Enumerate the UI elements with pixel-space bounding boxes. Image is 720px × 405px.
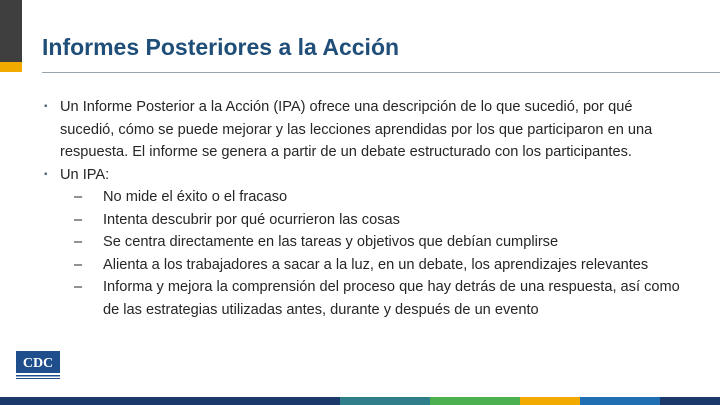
- sub-bullet-text: Alienta a los trabajadores a sacar a la luz, en un debate, los aprendizajes relevantes: [103, 256, 649, 273]
- sub-bullet-text: Informa y mejora la comprensión del proceso que hay detrás de una respuesta, así como de las estrategias utilizadas antes, durante y después de un evento: [103, 279, 680, 318]
- sub-bullet-item: [44, 209, 684, 232]
- title-divider: [42, 72, 720, 73]
- bullet-item: [44, 96, 684, 164]
- sub-bullet-text: Intenta descubrir por qué ocurrieron las cosas: [103, 211, 400, 228]
- dash-bullet-icon: –: [74, 256, 83, 273]
- slide-title: Informes Posteriores a la Acción: [42, 34, 400, 60]
- bullet-text: Un IPA:: [60, 166, 110, 183]
- dash-bullet-icon: –: [74, 279, 83, 295]
- dash-bullet-icon: –: [74, 234, 83, 250]
- square-bullet-icon: ▪: [44, 168, 48, 180]
- square-bullet-icon: ▪: [44, 101, 48, 112]
- strip-segment: [200, 397, 340, 405]
- logo-text: CDC: [22, 356, 54, 371]
- bullet-item: [44, 164, 684, 187]
- bottom-color-strip: [0, 397, 720, 405]
- corner-bar: [0, 0, 22, 62]
- sub-bullet-item: [44, 254, 684, 277]
- sub-bullet-item: [44, 276, 684, 321]
- corner-accent: [0, 62, 22, 72]
- dash-bullet-icon: –: [74, 189, 83, 205]
- strip-segment: [0, 397, 200, 405]
- slide-body: [44, 96, 684, 321]
- dash-bullet-icon: –: [74, 211, 83, 228]
- strip-segment: [580, 397, 660, 405]
- sub-bullet-text: Se centra directamente en las tareas y objetivos que debían cumplirse: [103, 234, 559, 250]
- sub-bullet-item: [44, 186, 684, 209]
- strip-segment: [660, 397, 720, 405]
- strip-segment: [520, 397, 580, 405]
- strip-segment: [340, 397, 430, 405]
- sub-bullet-item: [44, 231, 684, 254]
- cdc-logo: [16, 351, 60, 381]
- strip-segment: [430, 397, 520, 405]
- sub-bullet-text: No mide el éxito o el fracaso: [103, 189, 288, 205]
- bullet-text: Un Informe Posterior a la Acción (IPA) ofrece una descripción de lo que sucedió, por qué sucedió, cómo se puede mejorar y las lecciones aprendidas por los que participaron en una respuesta. El informe se genera a partir de un debate estructurado con los participantes.: [60, 99, 653, 160]
